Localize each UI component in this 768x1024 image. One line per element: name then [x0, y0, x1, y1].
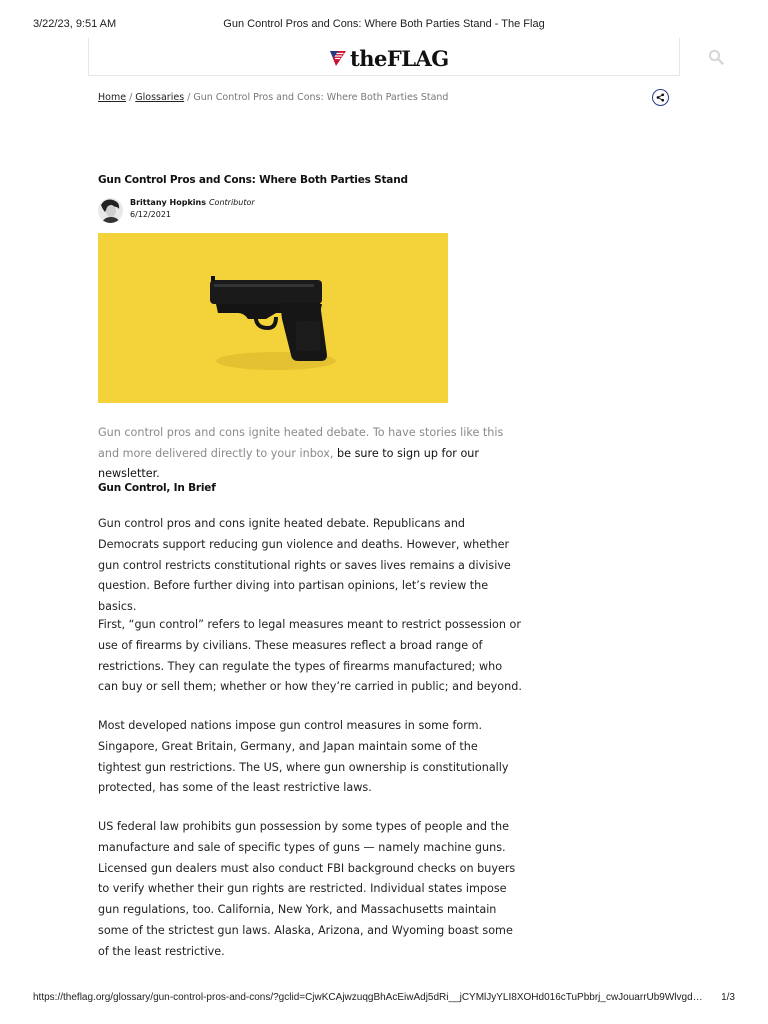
- print-footer: [33, 992, 735, 1006]
- share-button[interactable]: [652, 89, 669, 106]
- article-title: Gun Control Pros and Cons: Where Both Parties Stand: [98, 174, 408, 186]
- print-datetime: 3/22/23, 9:51 AM: [33, 18, 117, 30]
- article-paragraph: US federal law prohibits gun possession by some types of people and the manufacture and sale of specific types of guns — namely machine guns. Licensed gun dealers must also conduct FBI background checks on buyers to verify whether their gun rights are restricted. Individual states impose gun regulations, too. California, New York, and Massachusetts maintain some of the strictest gun laws. Alaska, Arizona, and Wyoming boast some of the least restrictive.: [98, 820, 516, 958]
- publish-date: 6/12/2021: [130, 210, 172, 219]
- print-header: [33, 18, 735, 32]
- author-avatar: [98, 198, 123, 223]
- print-url: https://theflag.org/glossary/gun-control-pros-and-cons/?gclid=CjwKCAjwzuqgBhAcEiwAdj5dRi__jCYMlJyYLI8XOHd016cTuPbbrj_cwJouarrUb9Wlvgd…: [33, 992, 703, 1003]
- flag-logo-icon: [329, 49, 347, 67]
- site-header: [88, 38, 680, 76]
- breadcrumb-current: Gun Control Pros and Cons: Where Both Parties Stand: [193, 92, 449, 103]
- breadcrumb-home-link[interactable]: Home: [98, 92, 127, 103]
- hero-image: [98, 233, 448, 403]
- author-line: [130, 198, 255, 207]
- breadcrumb-separator: /: [187, 92, 191, 103]
- search-icon: [708, 49, 724, 65]
- breadcrumb-glossaries-link[interactable]: Glossaries: [135, 92, 185, 103]
- breadcrumb: [98, 92, 448, 103]
- print-page-number: 1/3: [721, 992, 735, 1003]
- breadcrumb-separator: /: [129, 92, 133, 103]
- site-logo[interactable]: [329, 47, 449, 69]
- section-heading: Gun Control, In Brief: [98, 482, 216, 494]
- article-paragraph: First, “gun control” refers to legal measures meant to restrict possession or use of firearms by civilians. These measures reflect a broad range of restrictions. They can regulate the types of firearms manufactured; who can buy or sell them; whether or how they’re carried in public; and beyond.: [98, 618, 522, 694]
- print-page-title: Gun Control Pros and Cons: Where Both Parties Stand - The Flag: [223, 18, 545, 30]
- article-paragraph: Gun control pros and cons ignite heated debate. Republicans and Democrats support reducing gun violence and deaths. However, whether gun control restricts constitutional rights or saves lives remains a divisive question. Before further diving into partisan opinions, let’s review the basics.: [98, 517, 511, 614]
- article-paragraph: Most developed nations impose gun control measures in some form. Singapore, Great Britain, Germany, and Japan maintain some of the tightest gun restrictions. The US, where gun ownership is constitutionally protected, has some of the least restrictive laws.: [98, 719, 509, 795]
- search-button[interactable]: [708, 49, 724, 65]
- intro-paragraph: [98, 423, 518, 485]
- author-role: Contributor: [208, 198, 255, 207]
- newsletter-link[interactable]: be sure to sign up for our newsletter.: [98, 446, 479, 480]
- logo-text: theFLAG: [350, 45, 449, 71]
- share-icon: [656, 93, 665, 102]
- handgun-image: [98, 233, 448, 403]
- author-name[interactable]: Brittany Hopkins: [130, 198, 206, 207]
- intro-text: Gun control pros and cons ignite heated debate. To have stories like this and more delivered directly to your inbox,: [98, 426, 504, 460]
